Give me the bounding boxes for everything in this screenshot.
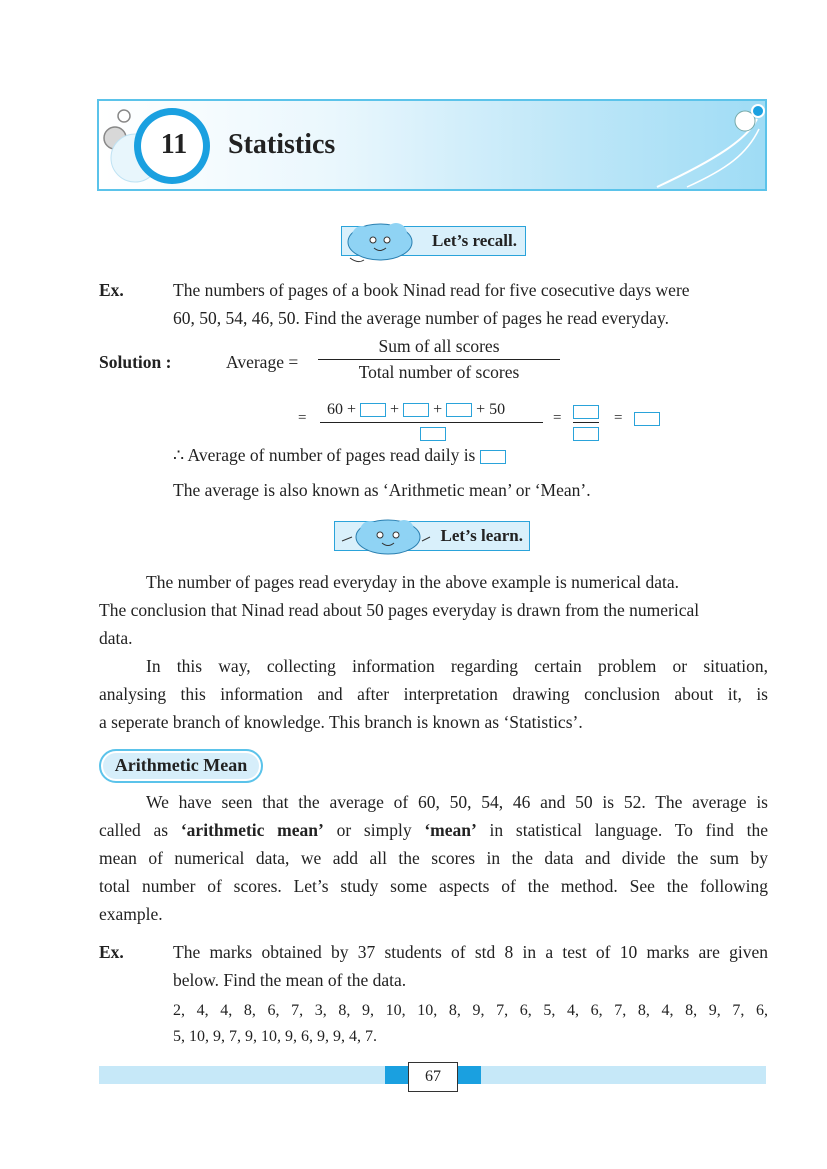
- fraction-numerator: Sum of all scores: [378, 336, 500, 356]
- solution-label: Solution :: [99, 352, 172, 372]
- therefore-line: [173, 441, 506, 469]
- paragraph-line: In this way, collecting information regarding certain problem or situation,: [146, 656, 768, 676]
- therefore-text: ∴ Average of number of pages read daily is: [173, 445, 476, 465]
- blank-box[interactable]: [573, 405, 599, 419]
- text-span: in statistical language. To find the: [476, 820, 768, 840]
- paragraph-line: [99, 816, 768, 844]
- lets-recall-text: Let’s recall.: [432, 231, 517, 250]
- chapter-number: 11: [160, 129, 188, 160]
- equals-sign: =: [298, 410, 307, 426]
- page-number: 67: [408, 1062, 458, 1092]
- footer-accent: [457, 1066, 481, 1084]
- blank-box[interactable]: [420, 427, 446, 441]
- fraction-denominator: Total number of scores: [358, 362, 520, 382]
- fraction-line: [320, 422, 543, 423]
- chapter-title: Statistics: [228, 129, 336, 160]
- average-label: Average =: [226, 352, 299, 372]
- paragraph-line: a seperate branch of knowledge. This branch is known as ‘Statistics’.: [99, 712, 583, 732]
- paragraph-line: We have seen that the average of 60, 50, 54, 46 and 50 is 52. The average is: [146, 792, 768, 812]
- paragraph-line: mean of numerical data, we add all the scores in the data and divide the sum by: [99, 848, 768, 868]
- term-60: 60 +: [327, 401, 357, 418]
- blank-box[interactable]: [634, 412, 660, 426]
- data-list-line: 5, 10, 9, 7, 9, 10, 9, 6, 9, 9, 4, 7.: [173, 1028, 377, 1045]
- example-tag: Ex.: [99, 280, 124, 300]
- sum-expression: [318, 400, 543, 420]
- example-line: 60, 50, 54, 46, 50. Find the average number of pages he read everyday.: [173, 308, 669, 328]
- equals-sign: =: [614, 410, 623, 426]
- example-line: The marks obtained by 37 students of std 8 in a test of 10 marks are given: [173, 942, 768, 962]
- example-tag: Ex.: [99, 942, 124, 962]
- term-50: + 50: [476, 401, 506, 418]
- example-line: The numbers of pages of a book Ninad read for five cosecutive days were: [173, 280, 690, 300]
- example-line: below. Find the mean of the data.: [173, 970, 407, 990]
- text-span: or simply: [323, 820, 425, 840]
- paragraph-line: analysing this information and after interpretation drawing conclusion about it, is: [99, 684, 768, 704]
- footer-accent: [385, 1066, 409, 1084]
- paragraph-line: data.: [99, 628, 133, 648]
- blank-box[interactable]: [480, 450, 506, 464]
- paragraph-line: total number of scores. Let’s study some aspects of the method. See the following: [99, 876, 768, 896]
- plus-sign: +: [433, 401, 443, 418]
- blank-box[interactable]: [360, 403, 386, 417]
- fraction-line: [573, 422, 599, 423]
- data-list-line: 2, 4, 4, 8, 6, 7, 3, 8, 9, 10, 10, 8, 9, 7, 6, 5, 4, 6, 7, 8, 4, 8, 9, 7, 6,: [173, 1002, 768, 1019]
- blank-box[interactable]: [573, 427, 599, 441]
- lets-learn-text: Let’s learn.: [440, 526, 523, 545]
- paragraph-line: example.: [99, 904, 163, 924]
- equals-sign: =: [553, 410, 562, 426]
- section-heading: Arithmetic Mean: [114, 755, 248, 775]
- text-span: called as: [99, 820, 181, 840]
- paragraph-line: The number of pages read everyday in the above example is numerical data.: [146, 572, 680, 592]
- bold-term: ‘arithmetic mean’: [180, 820, 324, 840]
- cloud-mascot-icon: [338, 515, 433, 559]
- plus-sign: +: [390, 401, 400, 418]
- paragraph-line: The conclusion that Ninad read about 50 pages everyday is drawn from the numerical: [99, 600, 700, 620]
- blank-box[interactable]: [403, 403, 429, 417]
- bold-term: ‘mean’: [424, 820, 477, 840]
- blank-box[interactable]: [446, 403, 472, 417]
- cloud-mascot-icon: [340, 218, 418, 266]
- also-known-line: The average is also known as ‘Arithmetic mean’ or ‘Mean’.: [173, 480, 591, 500]
